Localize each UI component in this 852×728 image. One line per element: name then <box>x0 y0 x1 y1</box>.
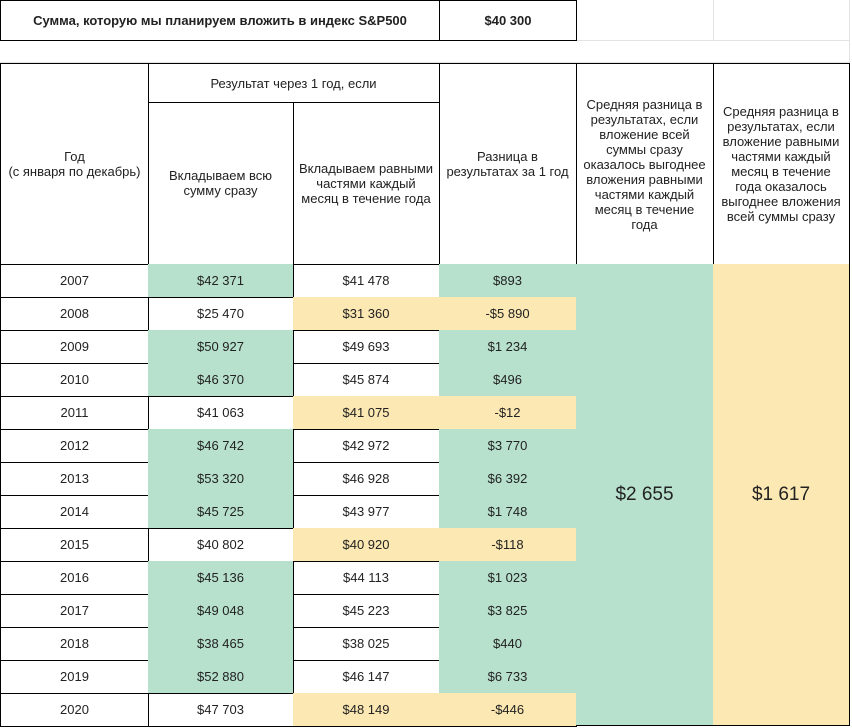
cell-year[interactable]: 2013 <box>0 462 149 496</box>
cell-monthly[interactable]: $31 360 <box>293 297 440 331</box>
cell-monthly[interactable]: $44 113 <box>293 561 440 595</box>
investment-amount-label[interactable]: Сумма, которую мы планируем вложить в индекс S&P500 <box>0 0 440 41</box>
cell-difference[interactable]: $496 <box>439 363 577 397</box>
cell-lump-sum[interactable]: $45 725 <box>148 495 294 529</box>
cell-monthly[interactable]: $45 874 <box>293 363 440 397</box>
cell-lump-sum[interactable]: $38 465 <box>148 627 294 661</box>
cell-difference[interactable]: -$5 890 <box>439 297 577 331</box>
cell-difference[interactable]: -$12 <box>439 396 577 430</box>
spacer-row[interactable] <box>0 41 850 63</box>
cell-monthly[interactable]: $38 025 <box>293 627 440 661</box>
cell-difference[interactable]: $1 234 <box>439 330 577 364</box>
cell-year[interactable]: 2020 <box>0 693 149 727</box>
cell-difference[interactable]: $6 392 <box>439 462 577 496</box>
header-difference[interactable]: Разница в результатах за 1 год <box>439 63 577 265</box>
header-avg-monthly-better[interactable]: Средняя разница в результатах, если вложение равными частями каждый месяц в течение года оказалось выгоднее вложения всей суммы сразу <box>713 63 850 265</box>
cell-difference[interactable]: $3 770 <box>439 429 577 463</box>
cell-year[interactable]: 2008 <box>0 297 149 331</box>
cell-difference[interactable]: -$446 <box>439 693 577 727</box>
cell-difference[interactable]: -$118 <box>439 528 577 562</box>
header-result-group[interactable]: Результат через 1 год, если <box>148 63 440 103</box>
cell-year[interactable]: 2009 <box>0 330 149 364</box>
header-monthly[interactable]: Вкладываем равными частями каждый месяц в течение года <box>293 102 440 265</box>
cell-monthly[interactable]: $40 920 <box>293 528 440 562</box>
avg-lump-better-value[interactable]: $2 655 <box>576 264 714 726</box>
investment-amount-value[interactable]: $40 300 <box>439 0 577 41</box>
cell-lump-sum[interactable]: $50 927 <box>148 330 294 364</box>
cell-difference[interactable]: $3 825 <box>439 594 577 628</box>
cell-year[interactable]: 2017 <box>0 594 149 628</box>
cell-lump-sum[interactable]: $25 470 <box>148 297 294 331</box>
cell-lump-sum[interactable]: $42 371 <box>148 264 294 298</box>
cell-year[interactable]: 2019 <box>0 660 149 694</box>
cell-lump-sum[interactable]: $47 703 <box>148 693 294 727</box>
cell-year[interactable]: 2016 <box>0 561 149 595</box>
cell-monthly[interactable]: $41 075 <box>293 396 440 430</box>
cell-year[interactable]: 2015 <box>0 528 149 562</box>
cell-monthly[interactable]: $42 972 <box>293 429 440 463</box>
cell-lump-sum[interactable]: $45 136 <box>148 561 294 595</box>
cell-lump-sum[interactable]: $40 802 <box>148 528 294 562</box>
cell-lump-sum[interactable]: $53 320 <box>148 462 294 496</box>
cell-lump-sum[interactable]: $46 742 <box>148 429 294 463</box>
cell-monthly[interactable]: $45 223 <box>293 594 440 628</box>
cell-difference[interactable]: $893 <box>439 264 577 298</box>
cell-year[interactable]: 2018 <box>0 627 149 661</box>
header-year[interactable]: Год (с января по декабрь) <box>0 63 149 265</box>
cell-year[interactable]: 2007 <box>0 264 149 298</box>
cell-monthly[interactable]: $48 149 <box>293 693 440 727</box>
cell-monthly[interactable]: $41 478 <box>293 264 440 298</box>
cell-year[interactable]: 2012 <box>0 429 149 463</box>
cell-monthly[interactable]: $49 693 <box>293 330 440 364</box>
cell-difference[interactable]: $440 <box>439 627 577 661</box>
cell-difference[interactable]: $1 748 <box>439 495 577 529</box>
cell-monthly[interactable]: $46 147 <box>293 660 440 694</box>
cell-lump-sum[interactable]: $49 048 <box>148 594 294 628</box>
cell-lump-sum[interactable]: $52 880 <box>148 660 294 694</box>
cell-monthly[interactable]: $43 977 <box>293 495 440 529</box>
cell-difference[interactable]: $1 023 <box>439 561 577 595</box>
cell-lump-sum[interactable]: $41 063 <box>148 396 294 430</box>
cell-year[interactable]: 2014 <box>0 495 149 529</box>
empty-cell[interactable] <box>714 0 850 41</box>
header-avg-lump-better[interactable]: Средняя разница в результатах, если вложение всей суммы сразу оказалось выгоднее вложения равными частями каждый месяц в течение года <box>576 63 714 265</box>
empty-cell[interactable] <box>577 0 714 41</box>
cell-year[interactable]: 2010 <box>0 363 149 397</box>
cell-year[interactable]: 2011 <box>0 396 149 430</box>
avg-monthly-better-value[interactable]: $1 617 <box>713 264 850 726</box>
cell-monthly[interactable]: $46 928 <box>293 462 440 496</box>
cell-difference[interactable]: $6 733 <box>439 660 577 694</box>
header-lump-sum[interactable]: Вкладываем всю сумму сразу <box>148 102 294 265</box>
cell-lump-sum[interactable]: $46 370 <box>148 363 294 397</box>
